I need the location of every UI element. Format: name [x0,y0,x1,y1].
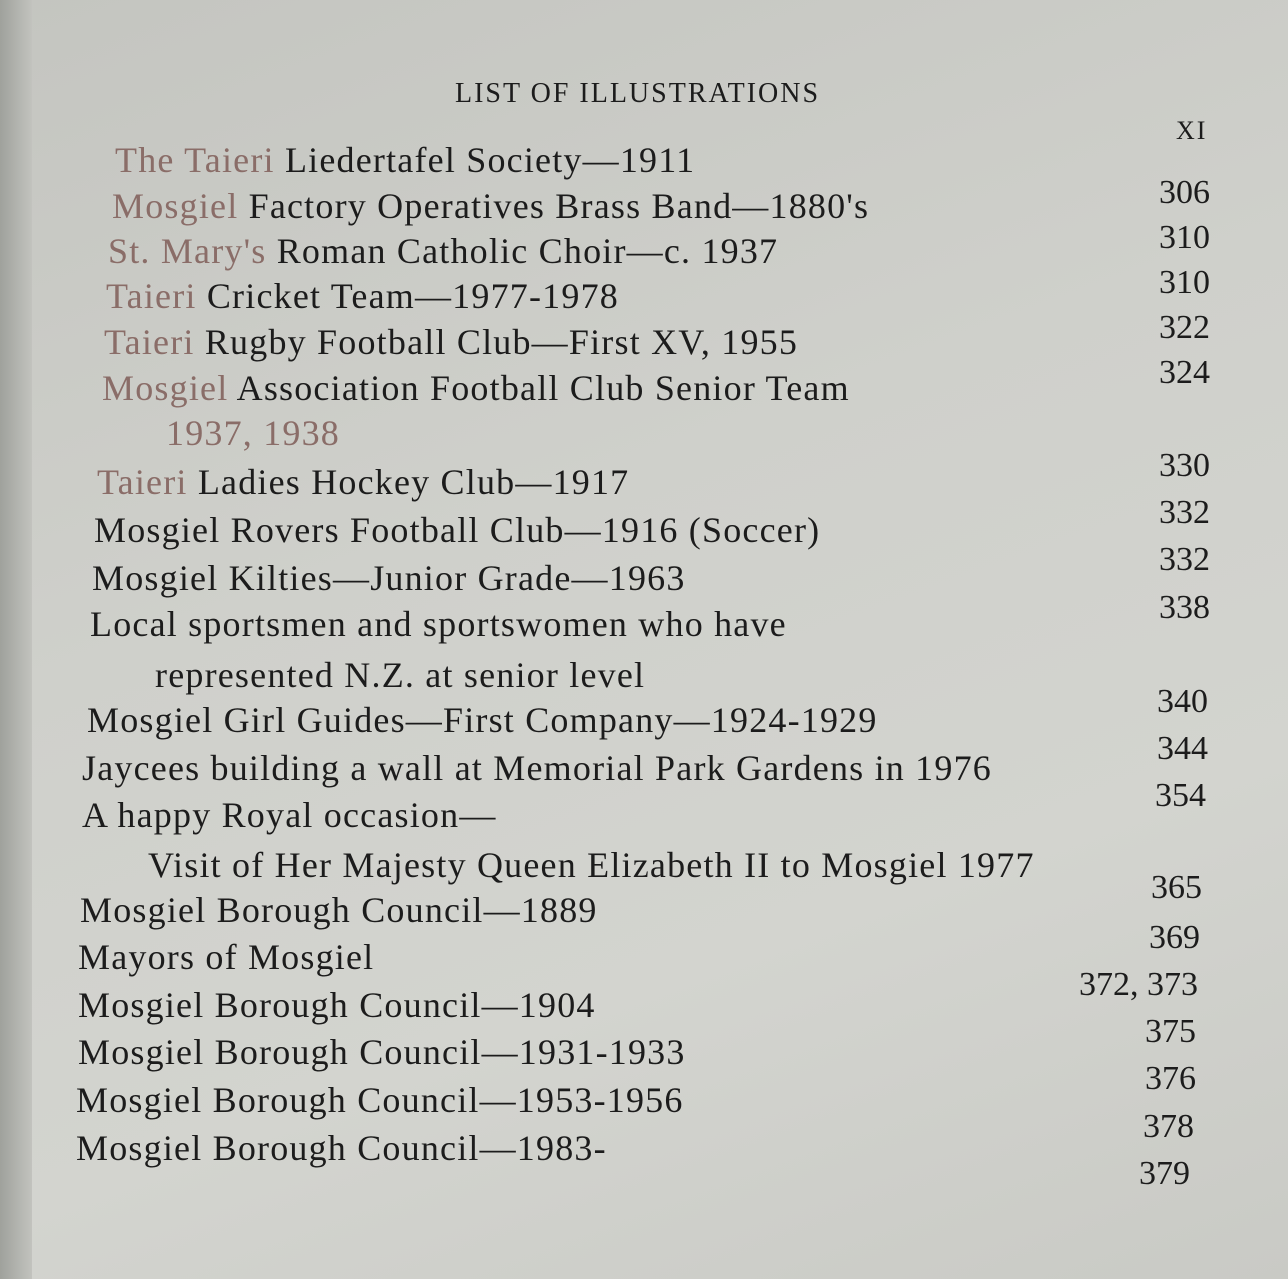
entry-page-number: 369 [1149,919,1200,956]
page-number: XI [1176,116,1208,145]
entry-text: Mosgiel Borough Council—1904 [78,985,596,1025]
entry-page-number: 378 [1143,1108,1194,1145]
list-entry [112,186,869,226]
entry-text: Local sportsmen and sportswomen who have [90,604,787,644]
entry-text: Roman Catholic Choir—c. 1937 [266,231,779,271]
entry-text: Mosgiel Borough Council—1931-1933 [78,1032,686,1072]
entry-page-number: 332 [1159,494,1210,531]
list-entry [108,231,778,271]
entry-page-number: 376 [1145,1060,1196,1097]
entry-text: Ladies Hockey Club—1917 [187,462,630,502]
entry-page-number: 330 [1159,447,1210,484]
list-entry [104,322,798,362]
entry-text: Cricket Team—1977-1978 [196,276,619,316]
entry-lead-text: The Taieri [115,140,275,180]
list-entry [106,276,619,316]
entry-text: Mosgiel Rovers Football Club—1916 (Soccer) [94,510,821,550]
entry-lead-text: Mosgiel [102,368,229,408]
entry-page-number: 340 [1157,683,1208,720]
entry-text: A happy Royal occasion— [82,795,497,835]
entry-page-number: 332 [1159,541,1210,578]
list-entry [76,1128,607,1168]
entry-lead-text: Taieri [97,462,188,502]
list-entry [87,700,878,740]
entry-text: Association Football Club Senior Team [228,368,850,408]
entry-lead-text: Taieri [104,322,195,362]
list-entry [102,368,850,408]
list-entry-continuation: Visit of Her Majesty Queen Elizabeth II to Mosgiel 1977 [148,845,1035,885]
list-entry [97,462,629,502]
entry-page-number: 344 [1157,730,1208,767]
list-entry [115,140,695,180]
page-edge [0,0,32,1279]
entry-text: Mayors of Mosgiel [78,937,375,977]
entry-page-number: 310 [1159,219,1210,256]
list-entry [90,604,787,644]
entry-text: Jaycees building a wall at Memorial Park Gardens in 1976 [82,748,992,788]
entry-page-number: 354 [1155,777,1206,814]
entry-text: Mosgiel Girl Guides—First Company—1924-1929 [87,700,878,740]
list-entry [78,937,374,977]
entry-lead-text: Taieri [106,276,197,316]
list-entry [82,748,992,788]
entry-page-number: 338 [1159,589,1210,626]
entry-text: Mosgiel Borough Council—1889 [80,890,598,930]
list-entry-continuation: 1937, 1938 [166,413,340,453]
page-title: LIST OF ILLUSTRATIONS [455,78,821,109]
list-entry [78,1032,686,1072]
entry-text: Mosgiel Borough Council—1953-1956 [76,1080,684,1120]
entry-page-number: 310 [1159,264,1210,301]
entry-text: Factory Operatives Brass Band—1880's [238,186,870,226]
entry-page-number: 324 [1159,354,1210,391]
list-entry [92,558,686,598]
entry-lead-text: St. Mary's [108,231,267,271]
entry-page-number: 306 [1159,174,1210,211]
entry-page-number: 372, 373 [1079,966,1198,1003]
entry-page-number: 365 [1151,869,1202,906]
list-entry [82,795,497,835]
entry-text: Mosgiel Kilties—Junior Grade—1963 [92,558,686,598]
entry-text: Mosgiel Borough Council—1983- [76,1128,607,1168]
entry-text: Liedertafel Society—1911 [274,140,696,180]
entry-page-number: 322 [1159,309,1210,346]
list-entry-continuation: represented N.Z. at senior level [155,655,646,695]
entry-text: Rugby Football Club—First XV, 1955 [194,322,799,362]
list-entry [80,890,598,930]
list-entry [94,510,820,550]
list-entry [76,1080,684,1120]
entry-page-number: 379 [1139,1155,1190,1192]
list-entry [78,985,596,1025]
entry-page-number: 375 [1145,1013,1196,1050]
entry-lead-text: Mosgiel [112,186,239,226]
